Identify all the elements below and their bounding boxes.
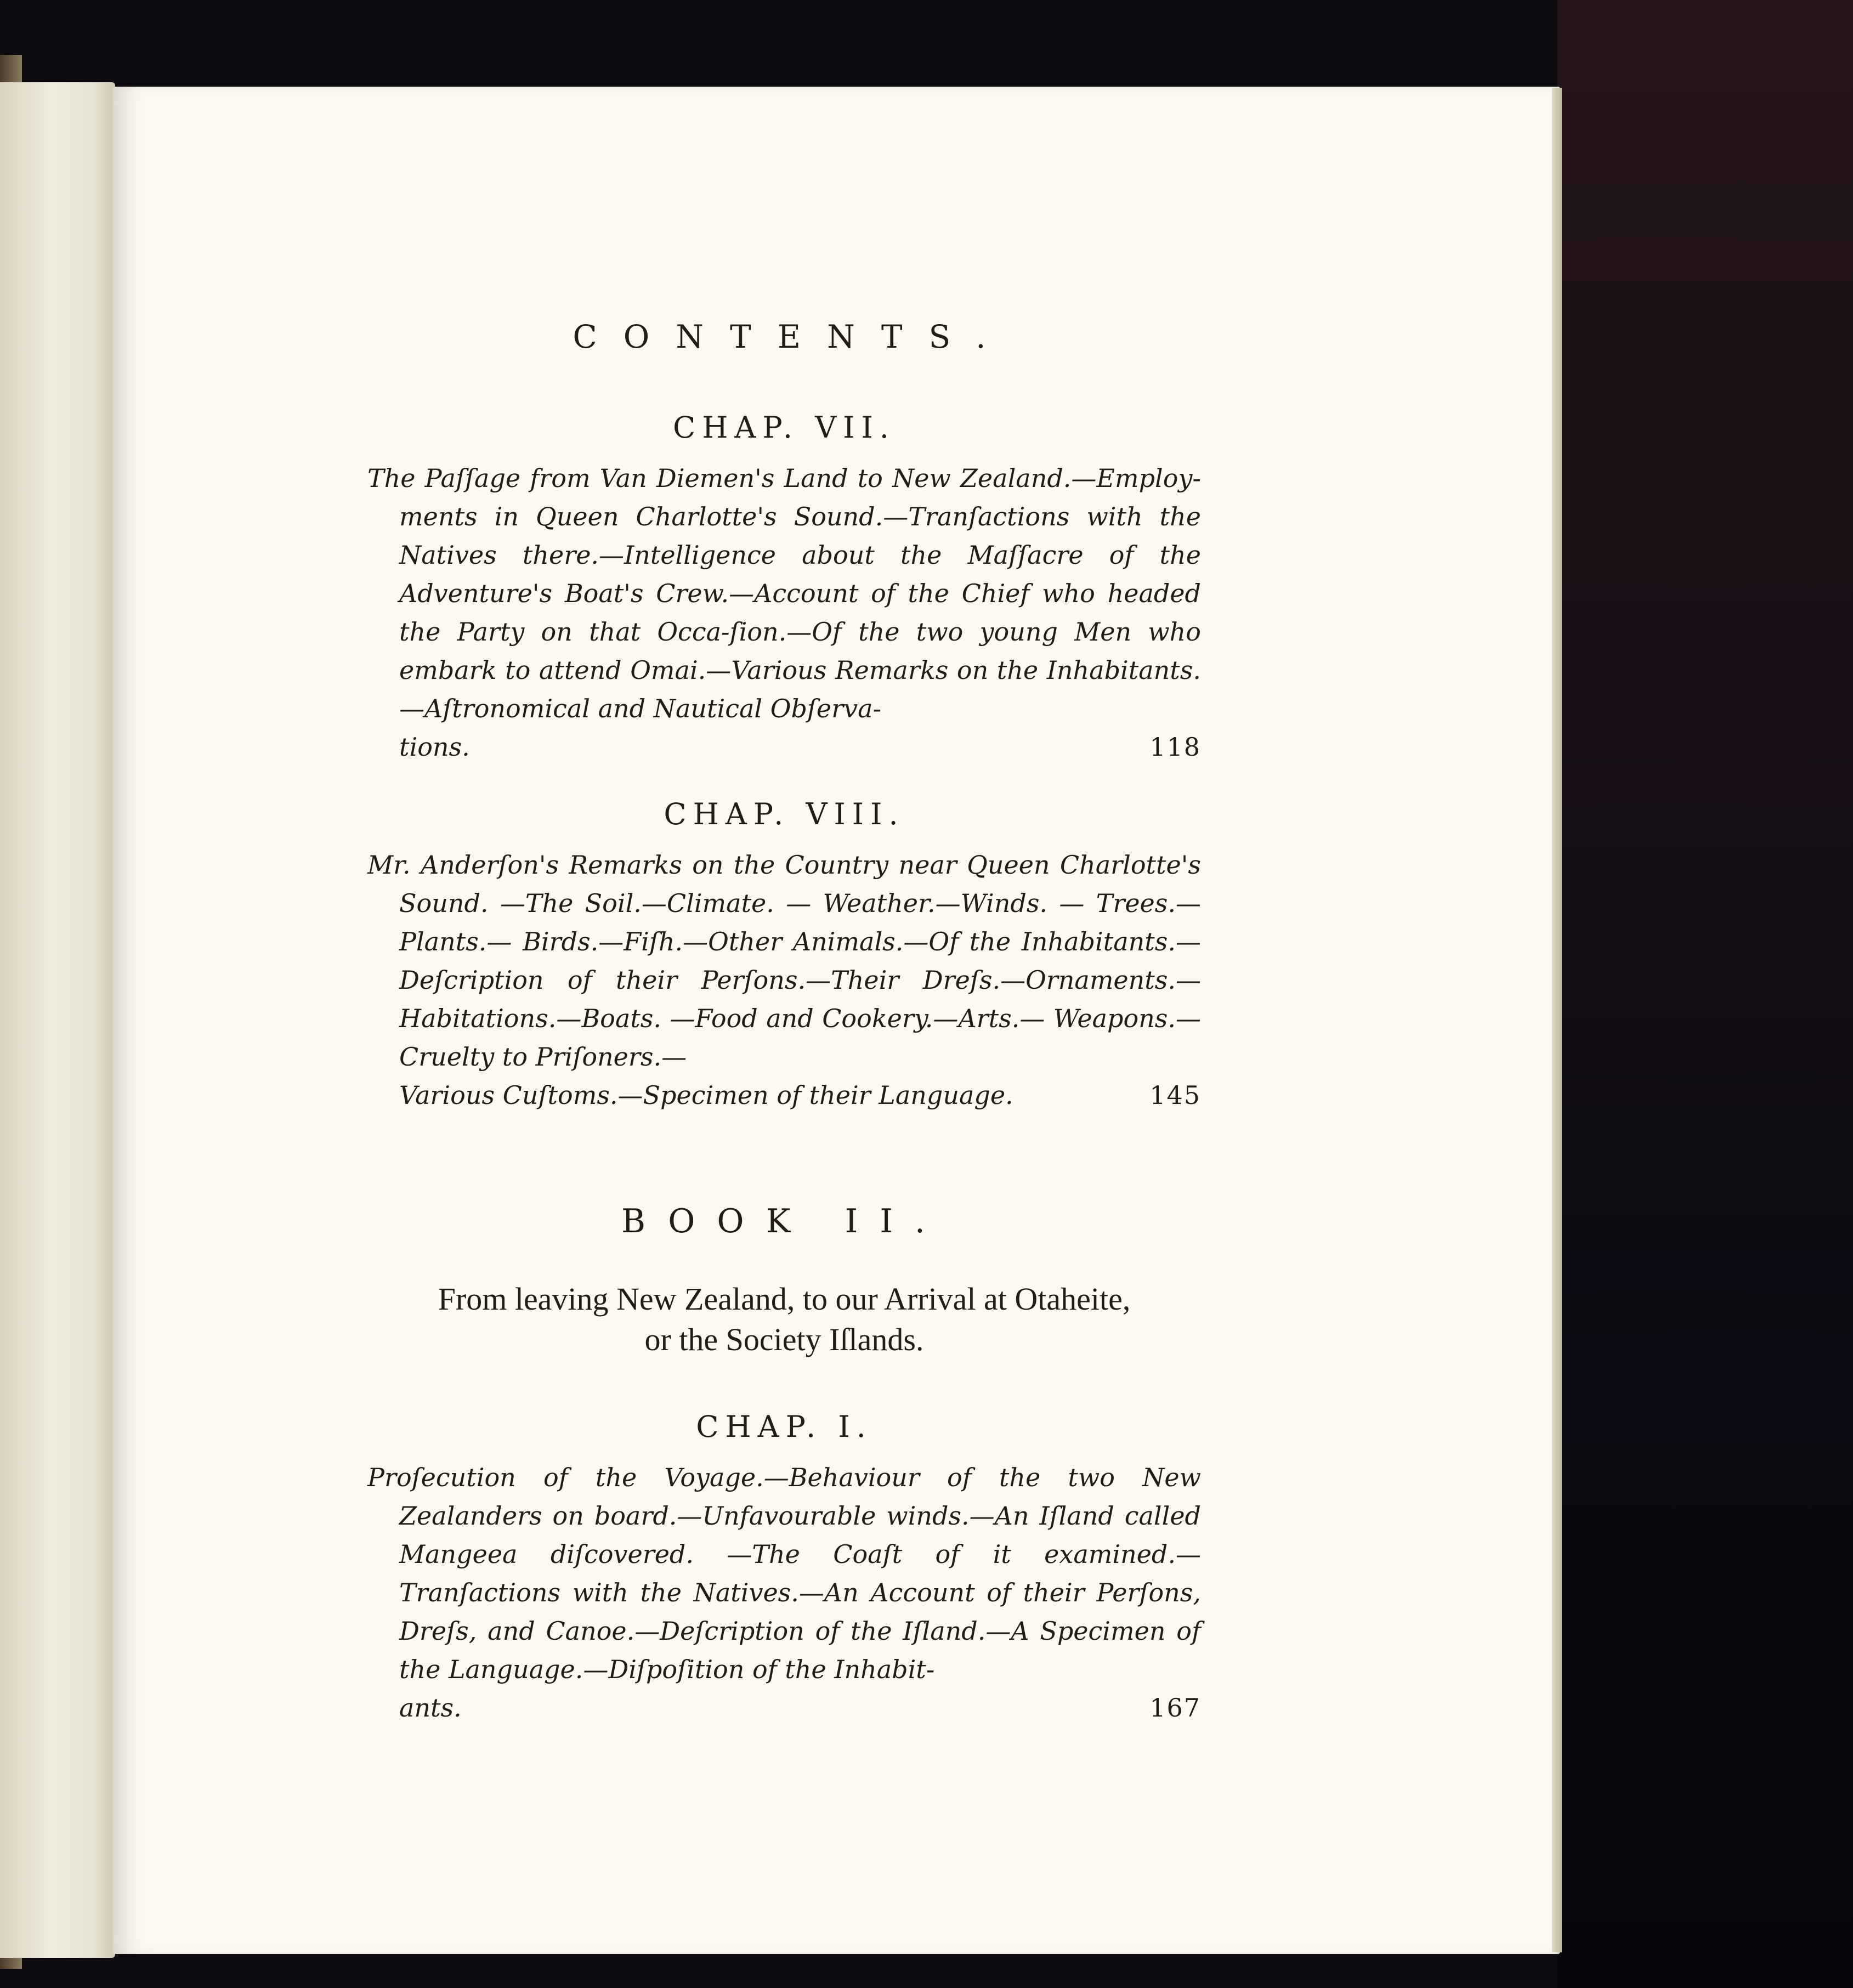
chapter-tail-text: tions. (399, 732, 470, 762)
chapter-summary-i: Proſecution of the Voyage.—Behaviour of the two New Zealanders on board.—Unfavourable winds.—An Iſland called Mangeea diſcovered. —The Coaſt of it examined.—Tranſactions with the Natives.—An Account of their Perſons, Dreſs, and Canoe.—Deſcription of the Iſland.—A Specimen of the Language.—Diſpoſition of the Inhabit- (367, 1463, 1201, 1684)
page-number: 167 (1149, 1693, 1201, 1723)
background-right (1557, 0, 1853, 1988)
chapter-tail-text: ants. (399, 1693, 462, 1723)
chapter-tail-vii (367, 728, 1201, 766)
contents-text-block (367, 318, 1201, 1727)
chapter-summary-viii: Mr. Anderſon's Remarks on the Country near Queen Charlotte's Sound. —The Soil.—Climate. — Weather.—Winds. — Trees.—Plants.— Birds.—Fiſh.—Other Animals.—Of the Inhabitants.—Deſcription of their Perſons.—Their Dreſs.—Ornaments.—Habitations.—Boats. —Food and Cookery.—Arts.— Weapons.—Cruelty to Priſoners.— (367, 850, 1201, 1072)
left-page-edge (0, 82, 115, 1958)
book-subtitle-line-2: or the Society Iſlands. (644, 1322, 924, 1357)
contents-heading: CONTENTS. (573, 318, 1012, 355)
book-heading: BOOK II. (621, 1202, 947, 1241)
chapter-heading-i: CHAP. I. (696, 1409, 872, 1444)
chapter-tail-text: Various Cuſtoms.—Specimen of their Language. (399, 1080, 1013, 1110)
page-number: 118 (1149, 732, 1201, 762)
chapter-heading-vii: CHAP. VII. (673, 410, 896, 445)
page-fore-edge (1552, 88, 1562, 1952)
book-subtitle (367, 1279, 1201, 1360)
chapter-tail-viii (367, 1076, 1201, 1114)
page-number: 145 (1149, 1080, 1201, 1110)
chapter-heading-viii: CHAP. VIII. (664, 797, 905, 831)
chapter-tail-i (367, 1689, 1201, 1727)
book-subtitle-line-1: From leaving New Zealand, to our Arrival at Otaheite, (438, 1281, 1131, 1317)
chapter-summary-vii: The Paſſage from Van Diemen's Land to New Zealand.—Employ-ments in Queen Charlotte's Sound.—Tranſactions with the Natives there.—Intelligence about the Maſſacre of the Adventure's Boat's Crew.—Account of the Chief who headed the Party on that Occa-ſion.—Of the two young Men who embark to attend Omai.—Various Remarks on the Inhabitants.—Aſtronomical and Nautical Obſerva- (367, 463, 1201, 723)
